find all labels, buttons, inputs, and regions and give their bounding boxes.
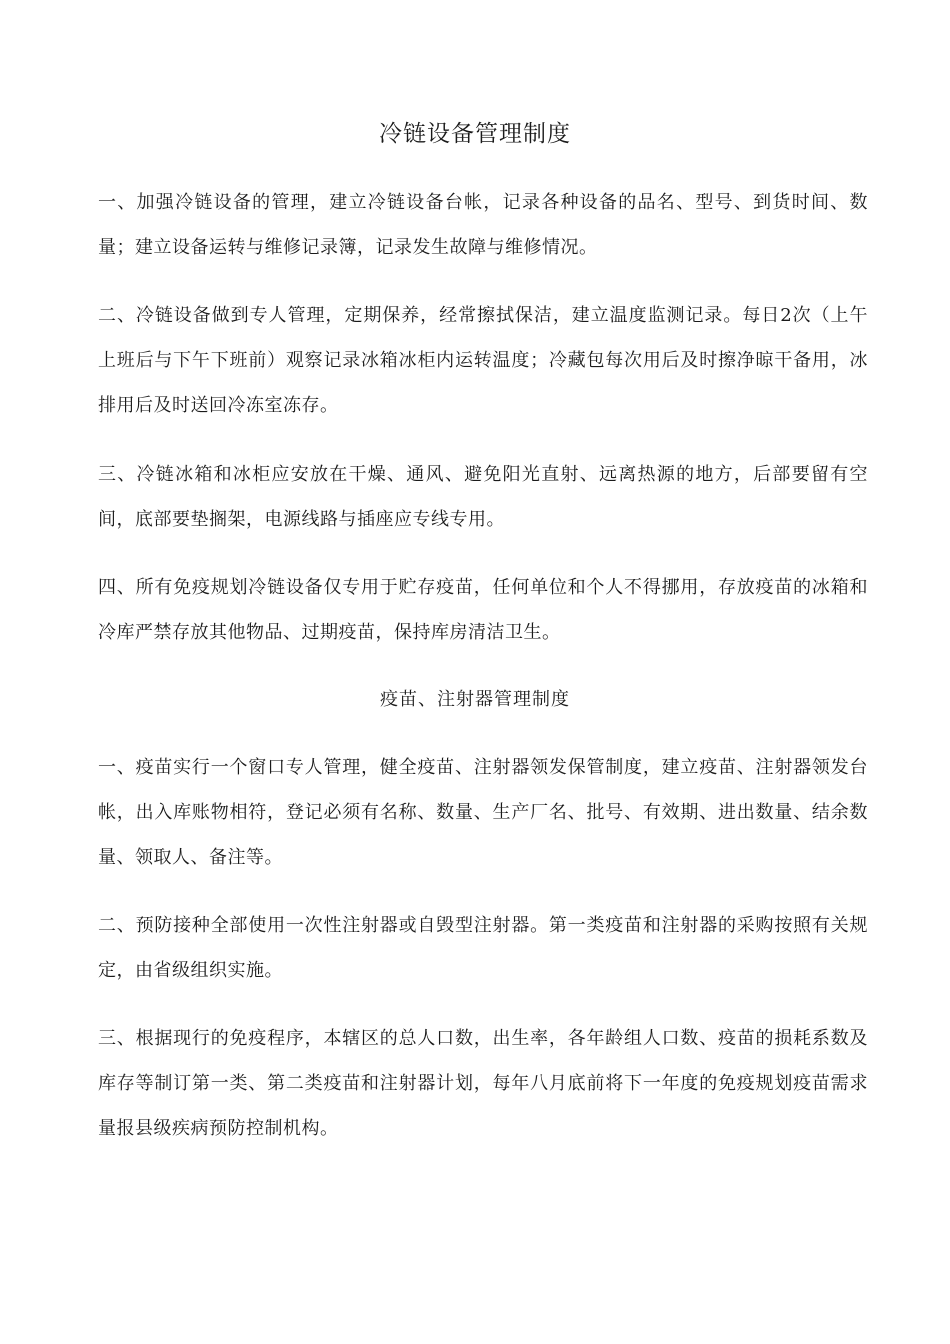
cold-chain-paragraph-3: 三、冷链冰箱和冰柜应安放在干燥、通风、避免阳光直射、远离热源的地方，后部要留有空间，底部要垫搁架，电源线路与插座应专线专用。: [98, 464, 868, 530]
vaccine-paragraph-2: 二、预防接种全部使用一次性注射器或自毁型注射器。第一类疫苗和注射器的采购按照有关规定，由省级组织实施。: [98, 915, 868, 981]
cold-chain-title: 冷链设备管理制度: [379, 121, 571, 147]
vaccine-paragraph-3: 三、根据现行的免疫程序，本辖区的总人口数，出生率，各年龄组人口数、疫苗的损耗系数及库存等制订第一类、第二类疫苗和注射器计划，每年八月底前将下一年度的免疫规划疫苗需求量报县级疾病预防控制机构。: [98, 1028, 868, 1139]
cold-chain-paragraph-2: 二、冷链设备做到专人管理，定期保养，经常擦拭保洁，建立温度监测记录。每日2次（上午上班后与下午下班前）观察记录冰箱冰柜内运转温度；冷藏包每次用后及时擦净晾干备用，冰排用后及时送回冷冻室冻存。: [98, 305, 868, 416]
cold-chain-paragraph-1: 一、加强冷链设备的管理，建立冷链设备台帐，记录各种设备的品名、型号、到货时间、数量；建立设备运转与维修记录簿，记录发生故障与维修情况。: [98, 192, 868, 258]
vaccine-paragraph-1: 一、疫苗实行一个窗口专人管理，健全疫苗、注射器领发保管制度，建立疫苗、注射器领发台帐，出入库账物相符，登记必须有名称、数量、生产厂名、批号、有效期、进出数量、结余数量、领取人、备注等。: [98, 757, 868, 868]
vaccine-syringe-title: 疫苗、注射器管理制度: [380, 689, 570, 710]
cold-chain-paragraph-4: 四、所有免疫规划冷链设备仅专用于贮存疫苗，任何单位和个人不得挪用，存放疫苗的冰箱和冷库严禁存放其他物品、过期疫苗，保持库房清洁卫生。: [98, 577, 868, 643]
